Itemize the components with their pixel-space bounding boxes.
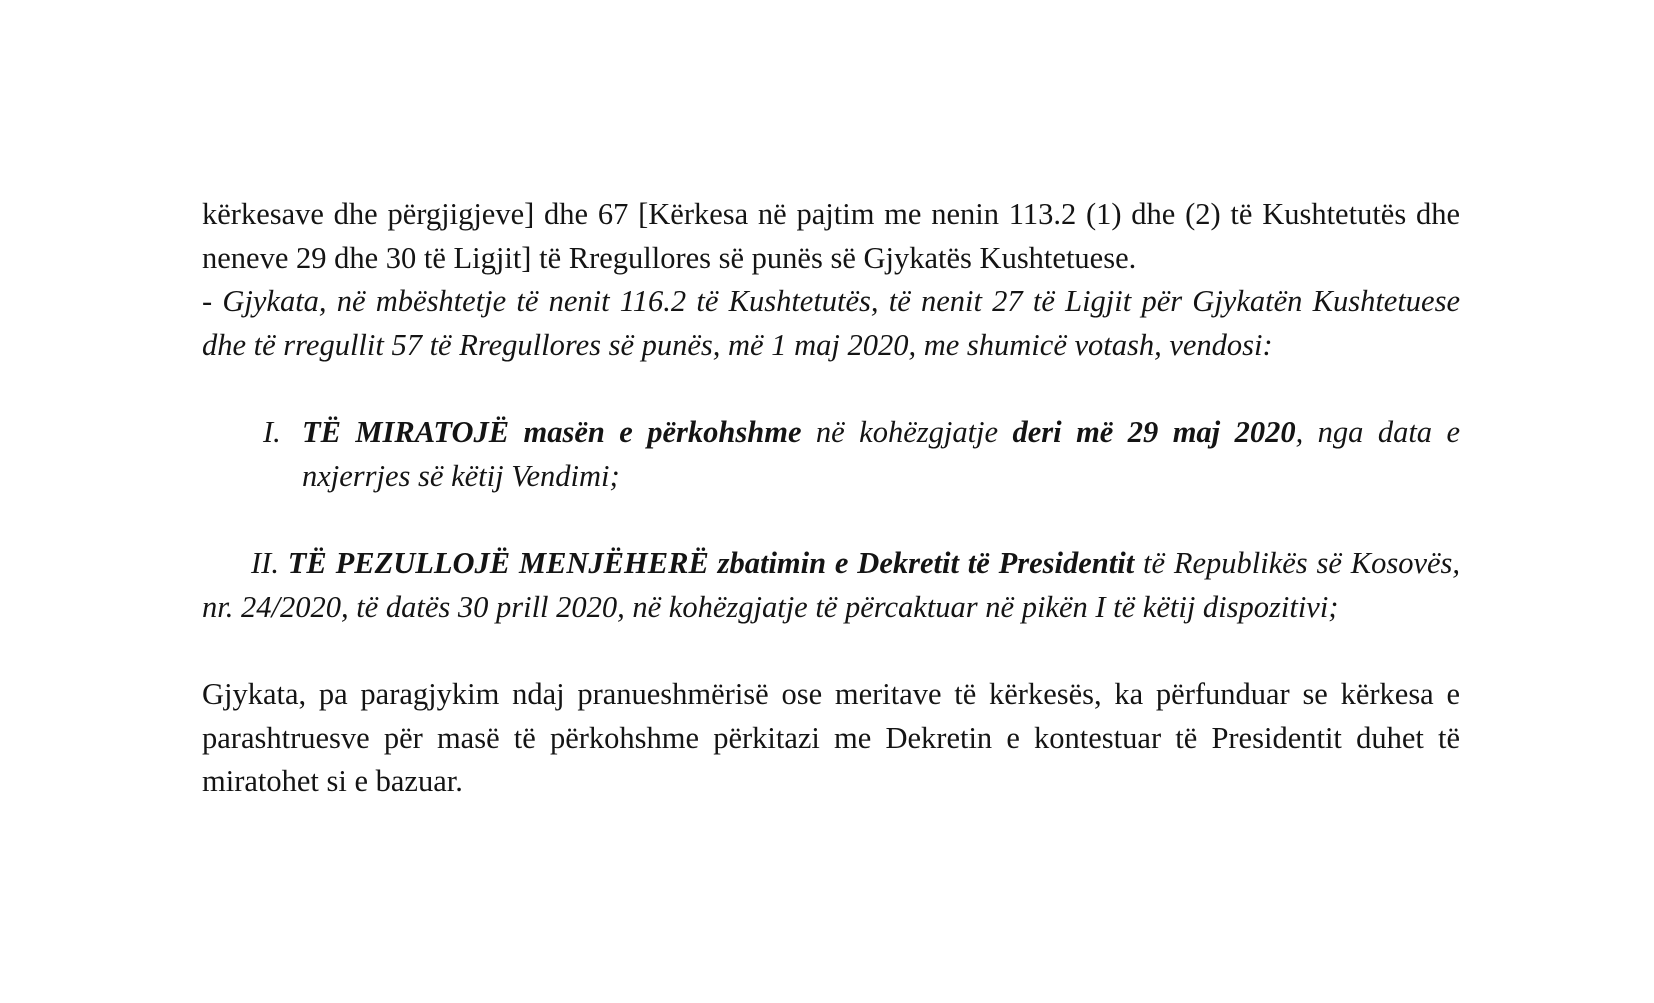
spacer — [202, 629, 1460, 673]
paragraph-rules-reference: kërkesave dhe përgjigjeve] dhe 67 [Kërkesa në pajtim me nenin 113.2 (1) dhe (2) të Kushtetutës dhe neneve 29 dhe 30 të Ligjit] të Rregullores së punës së Gjykatës Kushtetuese. — [202, 197, 1460, 275]
paragraph-court-decision-intro: - Gjykata, në mbështetje të nenit 116.2 të Kushtetutës, të nenit 27 të Ligjit për Gjykatën Kushtetuese dhe të rregullit 57 të Rregullores së punës, më 1 maj 2020, me shumicë votash, vendosi: — [202, 284, 1460, 362]
item-text: në kohëzgjatje — [801, 415, 1013, 449]
item-bold-text: TË MIRATOJË masën e përkohshme — [302, 415, 802, 449]
item-bold-text: deri më 29 maj 2020 — [1012, 415, 1296, 449]
item-text: , nga data e nxjerrjes së këtij Vendimi; — [302, 415, 1461, 493]
item-number: II. — [251, 546, 279, 580]
decision-item-1 — [202, 411, 1460, 498]
document-page — [202, 193, 1460, 804]
item-text: të Republikës së Kosovës, nr. 24/2020, të datës 30 prill 2020, në kohëzgjatje të përcaktuar në pikën I të këtij dispozitivi; — [202, 546, 1461, 624]
spacer — [202, 498, 1460, 542]
item-bold-text: TË PEZULLOJË MENJËHERË zbatimin e Dekretit të Presidentit — [287, 546, 1135, 580]
paragraph-conclusion: Gjykata, pa paragjykim ndaj pranueshmërisë ose meritave të kërkesës, ka përfunduar se kërkesa e parashtruesve për masë të përkohshme përkitazi me Dekretin e kontestuar të Presidentit duhet të miratohet si e bazuar. — [202, 677, 1460, 798]
item-number: I. — [263, 415, 281, 449]
decision-item-2 — [202, 542, 1460, 629]
spacer — [202, 367, 1460, 411]
